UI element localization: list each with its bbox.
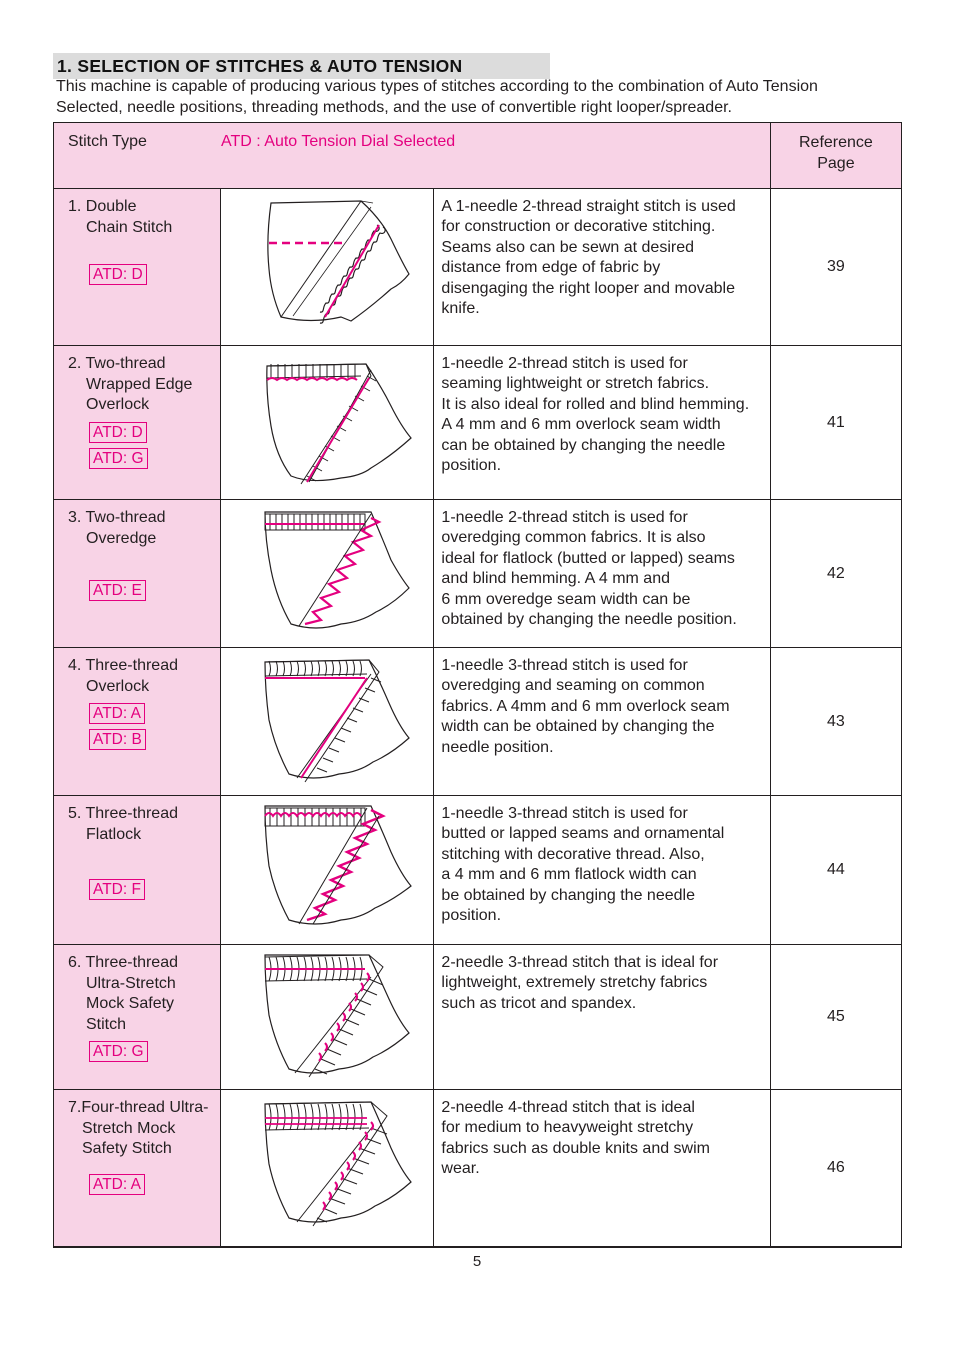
stitch-name-line: 6. Three-thread [68, 954, 178, 971]
description-line: knife. [441, 300, 480, 318]
description-line: It is also ideal for rolled and blind hemming. [441, 395, 750, 413]
illustration-cell [221, 945, 434, 1090]
description-line: 1-needle 3-thread stitch is used for [441, 805, 688, 822]
atd-badge: ATD: A [89, 703, 145, 724]
atd-badge: ATD: F [89, 879, 145, 900]
mock-safety-stitch-icon [221, 945, 434, 1088]
stitch-name-line: 2. Two-thread [68, 355, 166, 372]
stitch-name-line: Mock Safety [86, 995, 175, 1012]
overedge-stitch-icon [221, 500, 434, 646]
description-line: such as tricot and spandex. [441, 994, 637, 1012]
description-line: width can be obtained by changing the [441, 718, 715, 736]
illustration-cell [221, 796, 434, 945]
description-line: 2-needle 3-thread stitch that is ideal for [441, 954, 719, 971]
stitch-name-line: 3. Two-thread [68, 509, 166, 526]
description-cell [434, 189, 770, 346]
stitch-name-line: Chain Stitch [86, 218, 173, 236]
description-line: can be obtained by changing the needle [441, 436, 726, 454]
stitch-type-cell [54, 189, 221, 346]
stitch-type-cell [54, 346, 221, 500]
stitch-selection-table [53, 122, 902, 1248]
atd-badge: ATD: D [89, 264, 147, 285]
reference-page-value: 39 [770, 189, 901, 346]
stitch-name-line: Overedge [86, 529, 157, 547]
reference-page-value: 42 [770, 500, 901, 648]
flatlock-stitch-icon [221, 796, 434, 943]
page-number: 5 [472, 1253, 482, 1270]
double-chain-stitch-icon [221, 189, 434, 344]
header-stitch-type: Stitch Type [68, 133, 147, 150]
description-cell [434, 500, 770, 648]
description-line: obtained by changing the needle position. [441, 611, 737, 629]
stitch-name-line: Stretch Mock [82, 1119, 176, 1137]
description-cell [434, 1090, 770, 1247]
header-reference-line: Reference [798, 134, 873, 151]
atd-badge: ATD: E [89, 580, 146, 601]
stitch-type-cell [54, 796, 221, 945]
header-atd-note: ATD : Auto Tension Dial Selected [221, 133, 456, 150]
table-row [54, 189, 902, 346]
reference-page-value: 46 [770, 1090, 901, 1247]
illustration-cell [221, 648, 434, 796]
description-line: stitching with decorative thread. Also, [441, 845, 705, 863]
table-row [54, 648, 902, 796]
reference-page-value: 41 [770, 346, 901, 500]
description-line: fabrics such as double knits and swim [441, 1139, 710, 1157]
description-line: 2-needle 4-thread stitch that is ideal [441, 1099, 695, 1116]
description-line: distance from edge of fabric by [441, 259, 661, 277]
header-reference-page [770, 123, 901, 189]
atd-badge: ATD: D [89, 422, 147, 443]
description-line: wear. [441, 1160, 480, 1178]
stitch-name-line: Overlock [86, 396, 150, 413]
table-row [54, 1090, 902, 1247]
atd-badge: ATD: A [89, 1174, 145, 1195]
stitch-name-line: Overlock [86, 677, 150, 695]
stitch-name-line: Flatlock [86, 825, 142, 843]
atd-badge: ATD: B [89, 729, 146, 750]
description-line: 1-needle 3-thread stitch is used for [441, 657, 688, 674]
description-line: 1-needle 2-thread stitch is used for [441, 509, 688, 526]
description-line: seaming lightweight or stretch fabrics. [441, 375, 710, 393]
illustration-cell [221, 189, 434, 346]
description-line: a 4 mm and 6 mm flatlock width can [441, 866, 697, 884]
header-stitch-type-cell [54, 123, 771, 189]
intro-line: Selected, needle positions, threading methods, and the use of convertible right looper/spreader. [56, 99, 732, 116]
description-line: overedging common fabrics. It is also [441, 529, 706, 547]
reference-page-value: 43 [770, 648, 901, 796]
description-line: lightweight, extremely stretchy fabrics [441, 974, 708, 992]
stitch-name-line: Safety Stitch [82, 1140, 172, 1157]
stitch-type-cell [54, 648, 221, 796]
stitch-name-line: Ultra-Stretch [86, 974, 176, 992]
description-line: for medium to heavyweight stretchy [441, 1119, 694, 1137]
illustration-cell [221, 1090, 434, 1247]
description-line: be obtained by changing the needle [441, 886, 695, 904]
stitch-name-line: 7.Four-thread Ultra- [68, 1099, 209, 1116]
intro-paragraph [56, 76, 916, 118]
stitch-name-line: Stitch [86, 1015, 127, 1033]
description-line: 1-needle 2-thread stitch is used for [441, 355, 688, 372]
header-page-line: Page [817, 155, 855, 172]
atd-badge: ATD: G [89, 1041, 148, 1062]
description-line: A 4 mm and 6 mm overlock seam width [441, 416, 721, 434]
description-line: 6 mm overedge seam width can be [441, 590, 691, 608]
description-line: needle position. [441, 738, 554, 756]
stitch-name-line: 4. Three-thread [68, 657, 178, 674]
description-cell [434, 796, 770, 945]
stitch-name-line: 1. Double [68, 198, 137, 215]
reference-page-value: 45 [770, 945, 901, 1090]
illustration-cell [221, 346, 434, 500]
description-line: disengaging the right looper and movable [441, 279, 735, 297]
intro-line: This machine is capable of producing various types of stitches according to the combination of Auto Tension [56, 78, 818, 95]
table-row [54, 945, 902, 1090]
description-line: Seams also can be sewn at desired [441, 238, 695, 256]
description-line: position. [441, 457, 502, 475]
stitch-name-line: 5. Three-thread [68, 805, 178, 822]
description-cell [434, 945, 770, 1090]
stitch-type-cell [54, 1090, 221, 1247]
stitch-type-cell [54, 945, 221, 1090]
illustration-cell [221, 500, 434, 648]
four-thread-mock-safety-icon [221, 1090, 434, 1244]
stitch-name-line: Wrapped Edge [86, 375, 193, 393]
table-row [54, 796, 902, 945]
description-cell [434, 346, 770, 500]
description-line: overedging and seaming on common [441, 677, 705, 695]
atd-badge: ATD: G [89, 448, 148, 469]
description-cell [434, 648, 770, 796]
description-line: butted or lapped seams and ornamental [441, 825, 725, 843]
wrapped-edge-overlock-icon [221, 346, 434, 498]
description-line: A 1-needle 2-thread straight stitch is used [441, 198, 736, 215]
stitch-type-cell [54, 500, 221, 648]
description-line: ideal for flatlock (butted or lapped) seams [441, 549, 735, 567]
description-line: position. [441, 907, 502, 925]
description-line: for construction or decorative stitching. [441, 218, 716, 236]
table-row [54, 500, 902, 648]
reference-page-value: 44 [770, 796, 901, 945]
description-line: and blind hemming. A 4 mm and [441, 570, 670, 588]
table-row [54, 346, 902, 500]
section-title: 1. SELECTION OF STITCHES & AUTO TENSION [57, 56, 463, 76]
three-thread-overlock-icon [221, 648, 434, 794]
table-header-row [54, 123, 902, 189]
description-line: fabrics. A 4mm and 6 mm overlock seam [441, 697, 730, 715]
